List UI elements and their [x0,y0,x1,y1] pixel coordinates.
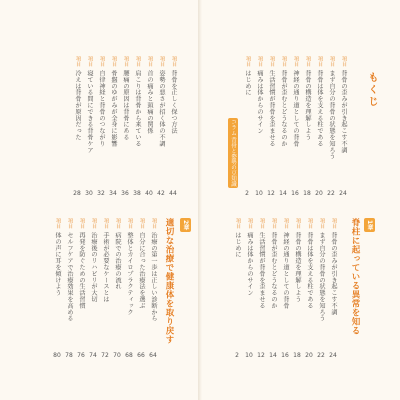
toc-item-title[interactable]: 自分に合った治療法を選ぶ [138,232,145,309]
toc-page-number: 18 [303,190,311,197]
toc-item-title[interactable]: まず自分の背骨の状態を知ろう [318,232,325,322]
toc-item-title[interactable]: はじめに [244,70,251,96]
chapter1-title: 脊柱に起っている異常を知る [350,218,360,335]
toc-item-title[interactable]: 背骨の構造を理解しよう [294,232,301,303]
toc-item-title[interactable]: 体の声に耳を傾けよう [54,232,61,296]
toc-item-tag: 項目 [75,56,81,67]
toc-item-tag: 項目 [317,56,323,67]
toc-page-number: 2 [245,190,249,197]
toc-item-tag: 項目 [127,218,133,229]
toc-page-number: 10 [255,190,263,197]
toc-item-title[interactable]: 背骨の構造を理解しよう [304,70,311,141]
toc-item-tag: 項目 [171,56,177,67]
toc-item-tag: 項目 [111,56,117,67]
toc-page-number: 30 [85,190,93,197]
toc-item-tag: 項目 [257,56,263,67]
toc-item-title[interactable]: はじめに [234,232,241,258]
toc-item-tag: 項目 [79,218,85,229]
toc-item-tag: 項目 [151,218,157,229]
toc-item-tag: 項目 [235,218,241,229]
toc-page-number: 16 [291,190,299,197]
toc-page-number: 66 [137,352,145,359]
toc-item-tag: 項目 [305,56,311,67]
toc-page-number: 16 [281,352,289,359]
toc-item-tag: 項目 [271,218,277,229]
toc-item-title[interactable]: 腰痛の原因は背骨にある [122,70,129,141]
toc-page-number: 76 [77,352,85,359]
toc-item-title[interactable]: 自律神経と背骨のつながり [98,70,105,147]
toc-item-title[interactable]: 治療の第一歩は正しい診断から [150,232,157,322]
toc-page-number: 12 [267,190,275,197]
toc-item-tag: 項目 [307,218,313,229]
toc-item-title[interactable]: 冷えは背骨が原因だった [74,70,81,141]
toc-item-title[interactable]: セルフケアで治療効果を高める [66,232,73,322]
toc-page-number: 36 [121,190,129,197]
toc-item-tag: 項目 [283,218,289,229]
toc-page-number: 20 [315,190,323,197]
toc-item-title[interactable]: 整体とカイロプラクティック [126,232,133,316]
chapter2-label: 2章 [182,220,189,231]
toc-page-number: 20 [305,352,313,359]
toc-item-title[interactable]: 治療後のリハビリが大切 [90,232,97,303]
toc-item-tag: 項目 [135,56,141,67]
toc-page-number: 34 [109,190,117,197]
toc-page-number: 22 [327,190,335,197]
toc-item-tag: 項目 [281,56,287,67]
toc-item-title[interactable]: 痛みは体からのサイン [256,70,263,134]
toc-item-tag: 項目 [67,218,73,229]
toc-item-title[interactable]: 背骨が歪むとどうなるのか [270,232,277,309]
toc-item-title[interactable]: 手術が必要なケースとは [102,232,109,303]
toc-item-title[interactable]: 背骨の歪みが引き起こす不調 [330,232,337,316]
toc-item-title[interactable]: 背骨は体を支える柱である [316,70,323,147]
toc-page-number: 68 [125,352,133,359]
toc-page-number: 44 [169,190,177,197]
toc-page-number: 32 [97,190,105,197]
toc-item-title[interactable]: 痛みは体からのサイン [246,232,253,296]
toc-item-tag: 項目 [259,218,265,229]
toc-item-tag: 項目 [99,56,105,67]
toc-page-number: 80 [53,352,61,359]
toc-item-tag: 項目 [295,218,301,229]
toc-page-number: 40 [145,190,153,197]
column-note: コラム 背骨と姿勢の豆知識 [230,119,236,187]
toc-item-title[interactable]: 神経の通り道としての背骨 [292,70,299,147]
toc-page-number: 2 [235,352,239,359]
toc-item-tag: 項目 [331,218,337,229]
toc-page-number: 10 [245,352,253,359]
toc-item-title[interactable]: 生活習慣が背骨を歪ませる [258,232,265,309]
toc-item-title[interactable]: 首の痛みと頭痛の関係 [146,70,153,134]
toc-item-title[interactable]: 再発を防ぐための生活習慣 [78,232,85,309]
toc-item-tag: 項目 [55,218,61,229]
toc-item-title[interactable]: 骨盤のゆがみが全身に影響 [110,70,117,147]
toc-page-number: 64 [149,352,157,359]
toc-item-title[interactable]: 生活習慣が背骨を歪ませる [268,70,275,147]
toc-page-number: 14 [279,190,287,197]
toc-item-tag: 項目 [319,218,325,229]
toc-item-tag: 項目 [341,56,347,67]
toc-item-tag: 項目 [147,56,153,67]
toc-item-title[interactable]: 背骨を正しく保つ方法 [170,70,177,134]
toc-page-number: 12 [257,352,265,359]
toc-page-number: 72 [101,352,109,359]
toc-page-number: 18 [293,352,301,359]
toc-item-tag: 項目 [115,218,121,229]
toc-item-title[interactable]: 病院での治療の流れ [114,232,121,290]
toc-item-title[interactable]: 神経の通り道としての背骨 [282,232,289,309]
toc-item-tag: 項目 [139,218,145,229]
toc-item-tag: 項目 [269,56,275,67]
toc-item-title[interactable]: 肩こりは背骨から来ている [134,70,141,147]
toc-item-tag: 項目 [123,56,129,67]
toc-item-title[interactable]: 背骨は体を支える柱である [306,232,313,309]
toc-item-tag: 項目 [245,56,251,67]
toc-item-tag: 項目 [329,56,335,67]
toc-page-number: 78 [65,352,73,359]
chapter2-title: 適切な治療で健康体を取り戻す [164,218,174,344]
toc-item-tag: 項目 [91,218,97,229]
toc-heading: もくじ [366,72,377,108]
toc-item-tag: 項目 [87,56,93,67]
toc-page-number: 24 [329,352,337,359]
toc-item-title[interactable]: 背骨の歪みが引き起こす不調 [340,70,347,154]
toc-item-tag: 項目 [159,56,165,67]
toc-item-title[interactable]: 姿勢の悪さが招く体の不調 [158,70,165,147]
chapter1-label: 1章 [366,220,373,231]
toc-item-tag: 項目 [293,56,299,67]
toc-page-number: 70 [113,352,121,359]
book-gutter [198,0,202,400]
toc-item-title[interactable]: まず自分の背骨の状態を知ろう [328,70,335,160]
toc-item-title[interactable]: 背骨が歪むとどうなるのか [280,70,287,147]
toc-item-tag: 項目 [103,218,109,229]
toc-page-number: 14 [269,352,277,359]
toc-page-number: 74 [89,352,97,359]
toc-page-number: 38 [133,190,141,197]
toc-item-title[interactable]: 寝ている間にできる背骨ケア [86,70,93,154]
toc-page-number: 42 [157,190,165,197]
toc-page-number: 24 [339,190,347,197]
toc-page-number: 22 [317,352,325,359]
toc-item-tag: 項目 [247,218,253,229]
toc-page-number: 28 [73,190,81,197]
